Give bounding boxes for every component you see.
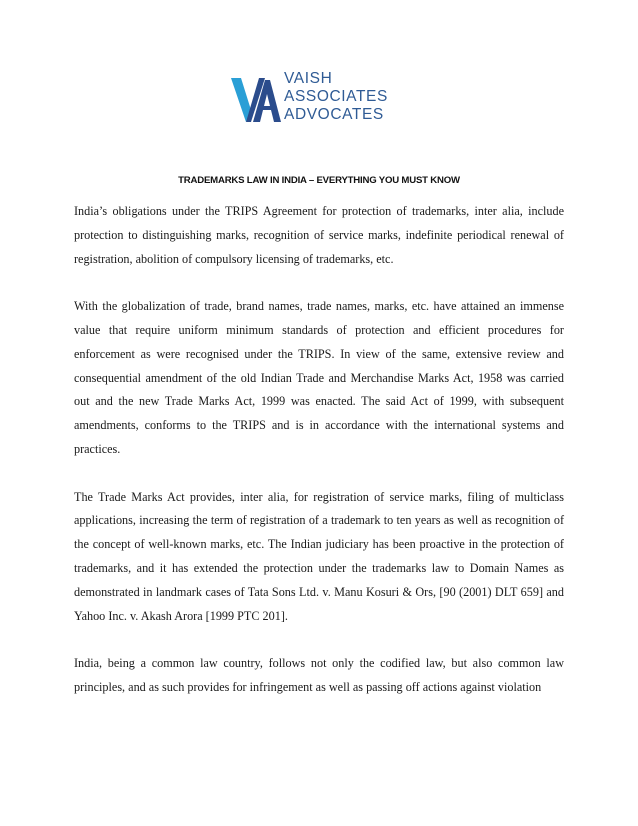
logo-line-3: ADVOCATES (284, 106, 384, 123)
document-title: TRADEMARKS LAW IN INDIA – EVERYTHING YOU MUST KNOW (178, 175, 460, 186)
paragraph: The Trade Marks Act provides, inter alia, for registration of service marks, filing of multiclass applications, increasing the term of registration of a trademark to ten years as well as recognition of the concept of well-known marks, etc. The Indian judiciary has been proactive in the protection of trademarks, and it has extended the protection under the trademarks law to Domain Names as demonstrated in landmark cases of Tata Sons Ltd. v. Manu Kosuri & Ors, [90 (2001) DLT 659] and Yahoo Inc. v. Akash Arora [1999 PTC 201]. (74, 489, 564, 623)
logo-line-1: VAISH (284, 70, 333, 87)
va-monogram-icon (229, 70, 285, 128)
firm-logo (229, 70, 414, 128)
logo-text (284, 70, 388, 124)
logo-line-2: ASSOCIATES (284, 88, 388, 105)
paragraph: India’s obligations under the TRIPS Agreement for protection of trademarks, inter alia, include protection to distinguishing marks, recognition of service marks, indefinite periodical renewal of registration, abolition of compulsory licensing of trademarks, etc. (74, 204, 564, 266)
paragraph: With the globalization of trade, brand names, trade names, marks, etc. have attained an immense value that require uniform minimum standards of protection and efficient procedures for enforcement as were recognised under the TRIPS. In view of the same, extensive review and consequential amendment of the old Indian Trade and Merchandise Marks Act, 1958 was carried out and the new Trade Marks Act, 1999 was enacted. The said Act of 1999, with subsequent amendments, conforms to the TRIPS and is in accordance with the international systems and practices. (74, 299, 564, 456)
paragraph: India, being a common law country, follows not only the codified law, but also common law principles, and as such provides for infringement as well as passing off actions against violation (74, 656, 564, 694)
document-body (74, 200, 564, 700)
